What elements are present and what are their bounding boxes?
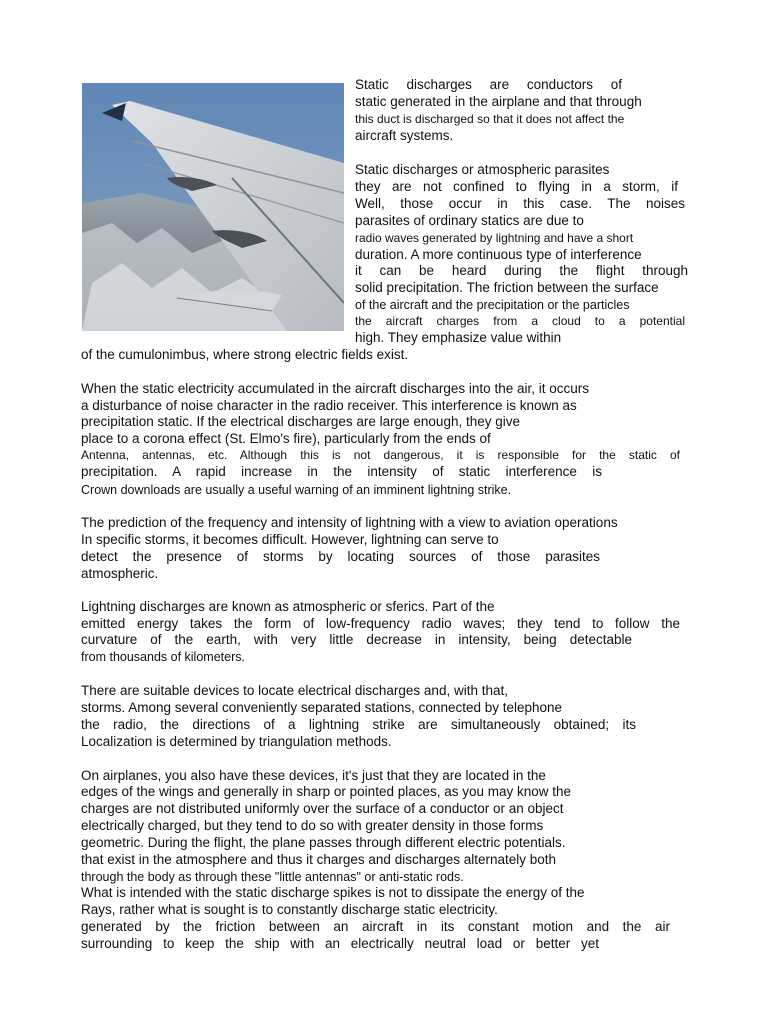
text-line: they are not confined to flying in a storm, if bbox=[355, 179, 678, 194]
text-line: detect the presence of storms by locating sources of those parasites bbox=[81, 549, 600, 564]
text-line: radio waves generated by lightning and have a short bbox=[355, 231, 634, 245]
text-line: duration. A more continuous type of interference bbox=[355, 247, 642, 262]
text-line: aircraft systems. bbox=[355, 128, 454, 143]
text-line: Rays, rather what is sought is to constantly discharge static electricity. bbox=[81, 902, 498, 917]
text-line: Localization is determined by triangulation methods. bbox=[81, 734, 392, 749]
text-line: through the body as through these "little antennas" or anti-static rods. bbox=[81, 870, 464, 884]
text-line: In specific storms, it becomes difficult. However, lightning can serve to bbox=[81, 532, 499, 547]
text-line: There are suitable devices to locate electrical discharges and, with that, bbox=[81, 683, 508, 698]
text-line: Antenna, antennas, etc. Although this is not dangerous, it is responsible for the static of bbox=[81, 448, 680, 462]
text-line: emitted energy takes the form of low-frequency radio waves; they tend to follow the bbox=[81, 616, 680, 631]
text-line: Lightning discharges are known as atmospheric or sferics. Part of the bbox=[81, 599, 495, 614]
text-line: high. They emphasize value within bbox=[355, 330, 562, 345]
text-line: edges of the wings and generally in sharp or pointed places, as you may know the bbox=[81, 784, 572, 799]
text-line: On airplanes, you also have these devices, it's just that they are located in the bbox=[81, 768, 546, 783]
aircraft-wing-photo bbox=[82, 83, 344, 331]
text-line: place to a corona effect (St. Elmo's fire), particularly from the ends of bbox=[81, 431, 491, 446]
text-line: Static discharges are conductors of bbox=[355, 77, 622, 92]
text-line: of the aircraft and the precipitation or the particles bbox=[355, 298, 630, 312]
text-line: geometric. During the flight, the plane passes through different electric potentials. bbox=[81, 835, 566, 850]
text-line: What is intended with the static discharge spikes is not to dissipate the energy of the bbox=[81, 885, 585, 900]
text-line: storms. Among several conveniently separated stations, connected by telephone bbox=[81, 700, 563, 715]
text-line: Static discharges or atmospheric parasites bbox=[355, 162, 610, 177]
text-line: that exist in the atmosphere and thus it charges and discharges alternately both bbox=[81, 852, 557, 867]
text-line: a disturbance of noise character in the radio receiver. This interference is known as bbox=[81, 398, 577, 413]
text-line: surrounding to keep the ship with an electrically neutral load or better yet bbox=[81, 936, 599, 951]
text-line: When the static electricity accumulated in the aircraft discharges into the air, it occurs bbox=[81, 381, 589, 396]
text-line: static generated in the airplane and that through bbox=[355, 94, 642, 109]
text-line: of the cumulonimbus, where strong electric fields exist. bbox=[81, 347, 409, 362]
text-line: Crown downloads are usually a useful warning of an imminent lightning strike. bbox=[81, 483, 512, 497]
text-line: generated by the friction between an aircraft in its constant motion and the air bbox=[81, 919, 670, 934]
text-line: parasites of ordinary statics are due to bbox=[355, 213, 584, 228]
text-line: it can be heard during the flight through bbox=[355, 263, 688, 278]
text-line: The prediction of the frequency and intensity of lightning with a view to aviation operations bbox=[81, 515, 618, 530]
text-line: atmospheric. bbox=[81, 566, 159, 581]
text-line: the radio, the directions of a lightning strike are simultaneously obtained; its bbox=[81, 717, 636, 732]
text-line: curvature of the earth, with very little decrease in intensity, being detectable bbox=[81, 632, 632, 647]
text-line: precipitation static. If the electrical discharges are large enough, they give bbox=[81, 414, 520, 429]
text-line: solid precipitation. The friction between the surface bbox=[355, 280, 659, 295]
wing-illustration bbox=[82, 83, 344, 331]
text-line: the aircraft charges from a cloud to a potential bbox=[355, 314, 685, 328]
text-line: Well, those occur in this case. The noises bbox=[355, 196, 685, 211]
text-line: precipitation. A rapid increase in the intensity of static interference is bbox=[81, 464, 602, 479]
text-line: charges are not distributed uniformly over the surface of a conductor or an object bbox=[81, 801, 564, 816]
text-line: this duct is discharged so that it does not affect the bbox=[355, 112, 625, 126]
text-line: electrically charged, but they tend to do so with greater density in those forms bbox=[81, 818, 544, 833]
text-line: from thousands of kilometers. bbox=[81, 650, 245, 664]
